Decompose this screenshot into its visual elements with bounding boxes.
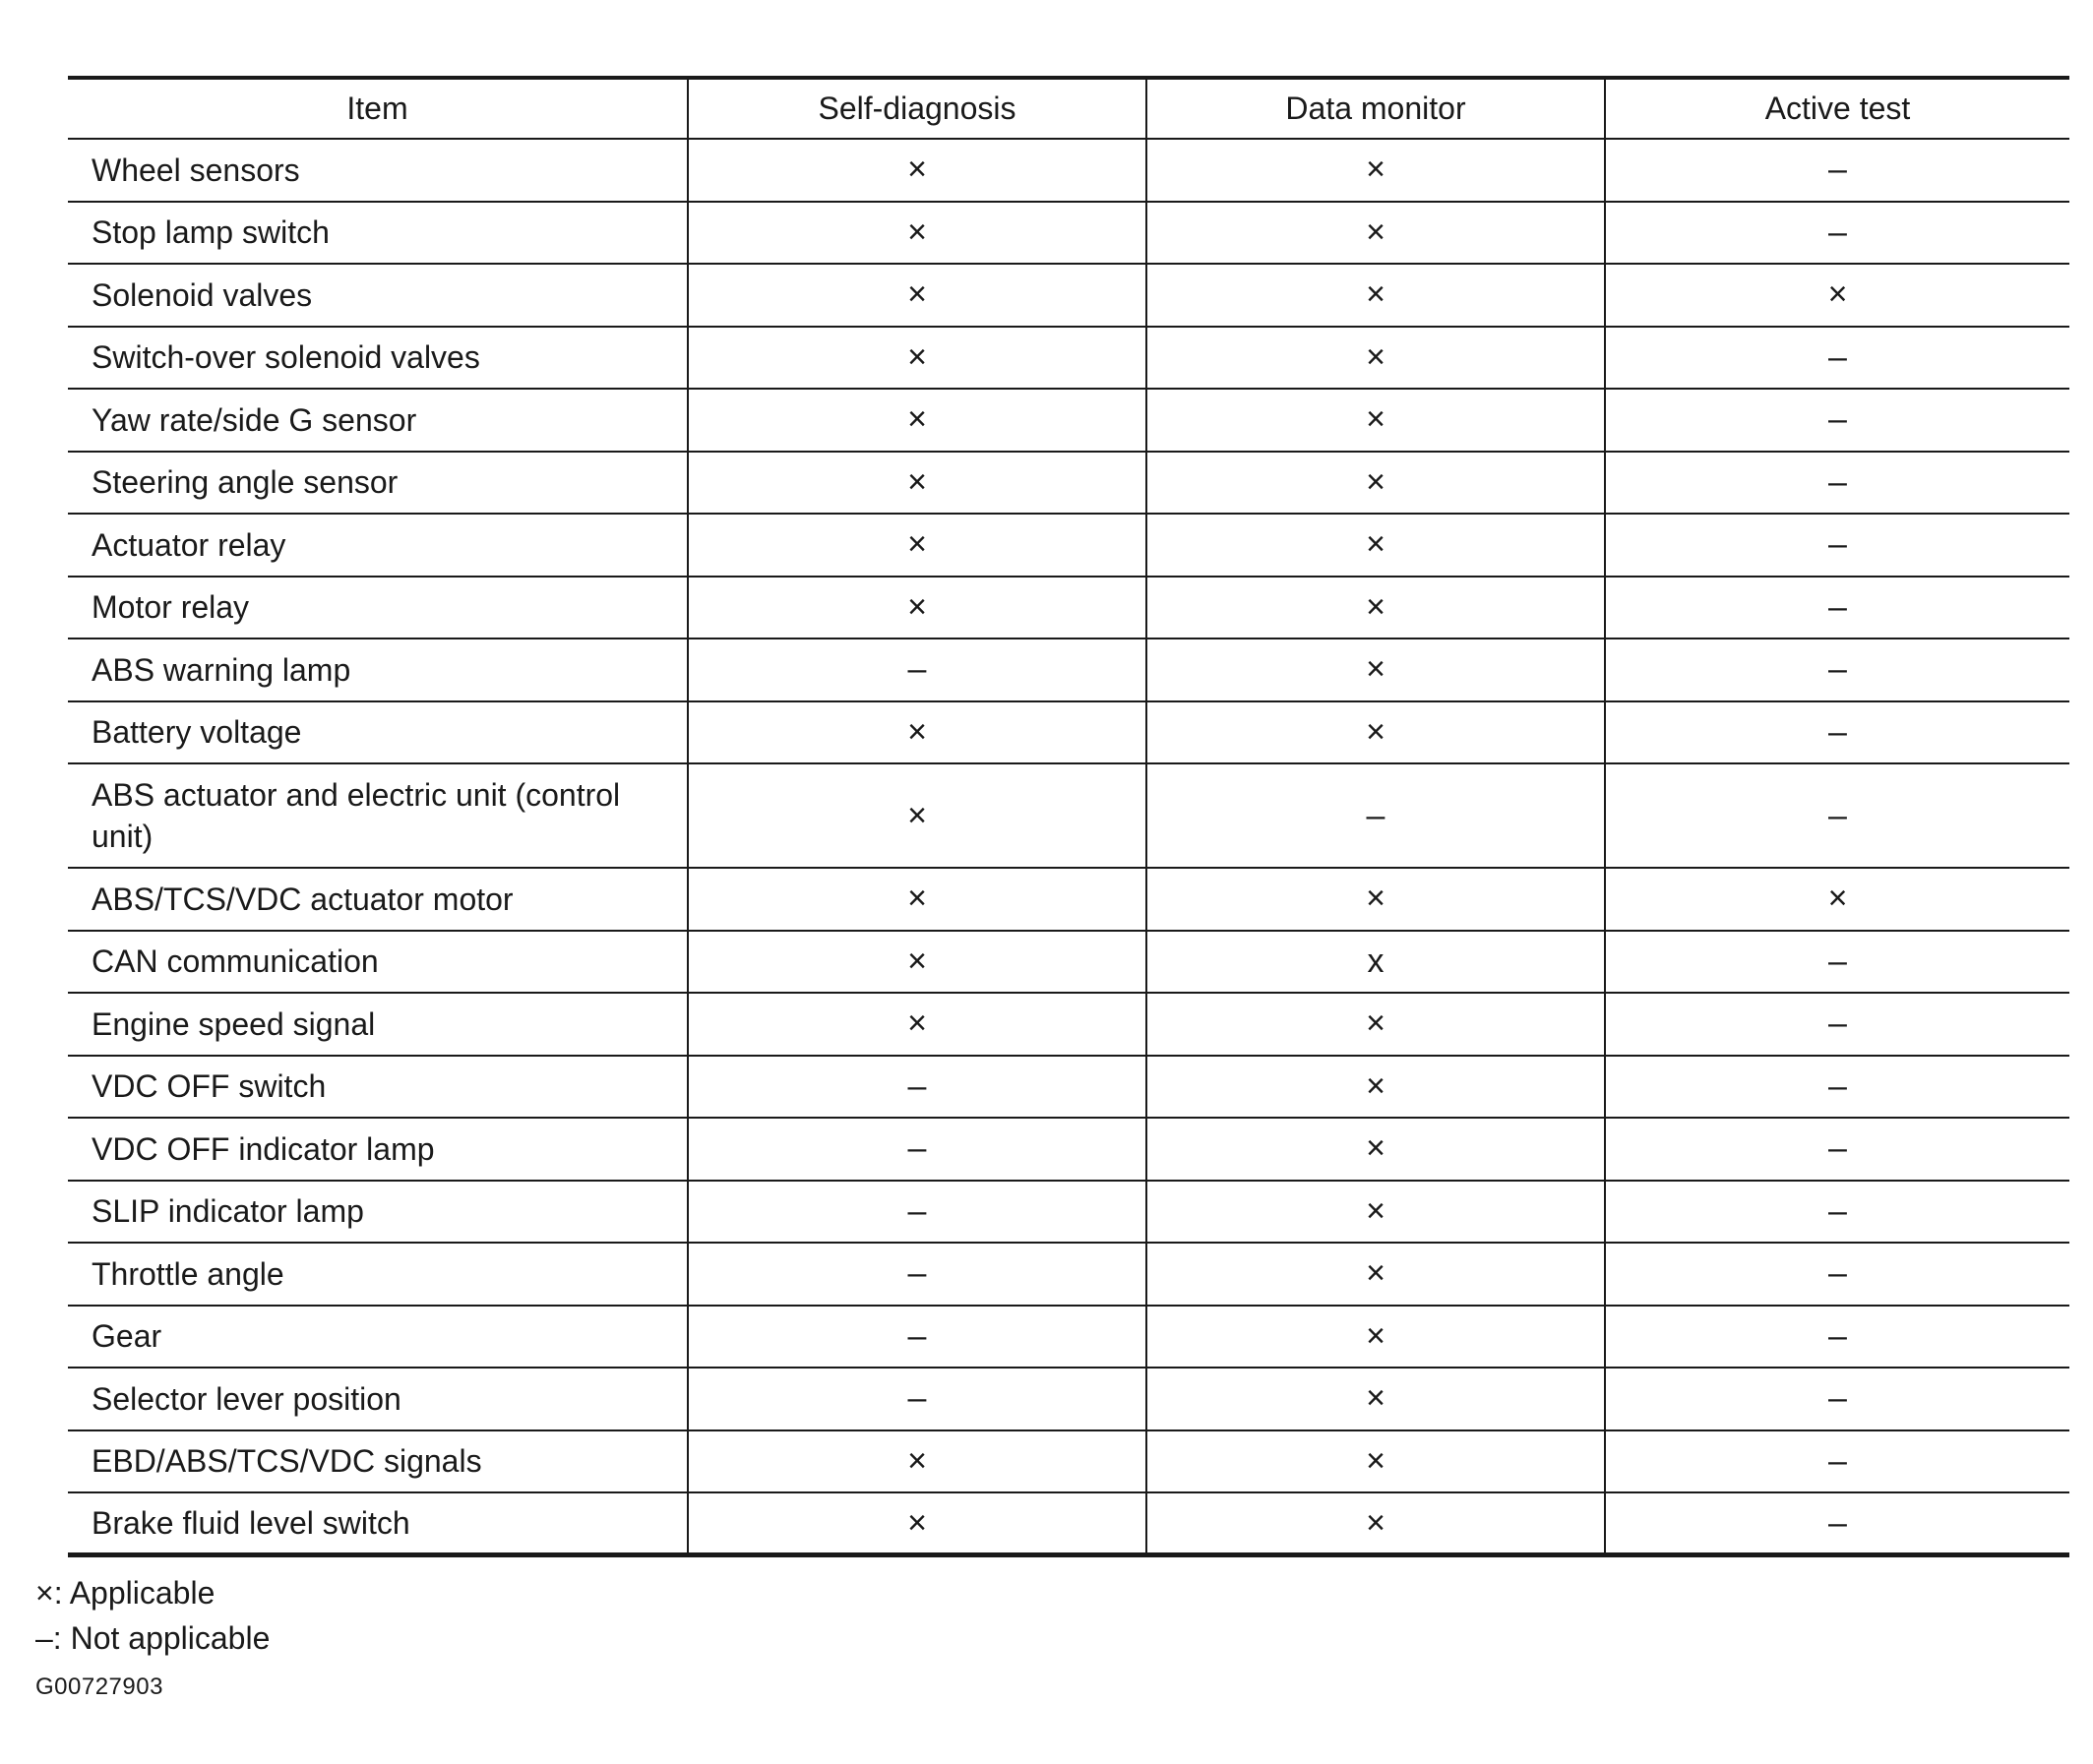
- table-body: [68, 139, 2069, 1555]
- table-row: [68, 1118, 2069, 1181]
- table-row: [68, 139, 2069, 202]
- cell-self-diagnosis: ×: [688, 577, 1146, 639]
- legend-applicable: ×: Applicable: [35, 1575, 215, 1611]
- cell-self-diagnosis: ×: [688, 1430, 1146, 1493]
- table-row: [68, 1243, 2069, 1306]
- table-row: [68, 327, 2069, 390]
- cell-data-monitor: ×: [1146, 389, 1605, 452]
- cell-self-diagnosis: ×: [688, 868, 1146, 931]
- cell-item: Engine speed signal: [68, 993, 688, 1056]
- cell-data-monitor: ×: [1146, 1430, 1605, 1493]
- cell-data-monitor: ×: [1146, 701, 1605, 764]
- cell-item: ABS actuator and electric unit (control unit): [68, 763, 688, 868]
- cell-item: Actuator relay: [68, 514, 688, 577]
- cell-data-monitor: ×: [1146, 1056, 1605, 1119]
- table-row: [68, 264, 2069, 327]
- cell-active-test: –: [1605, 1056, 2069, 1119]
- cell-item: ABS warning lamp: [68, 639, 688, 701]
- cell-data-monitor: ×: [1146, 868, 1605, 931]
- cell-self-diagnosis: ×: [688, 452, 1146, 515]
- cell-self-diagnosis: ×: [688, 701, 1146, 764]
- cell-active-test: –: [1605, 763, 2069, 868]
- cell-active-test: ×: [1605, 868, 2069, 931]
- cell-data-monitor: ×: [1146, 639, 1605, 701]
- cell-active-test: –: [1605, 1306, 2069, 1369]
- diagnosis-items-table: [68, 76, 2069, 1557]
- cell-item: Motor relay: [68, 577, 688, 639]
- cell-self-diagnosis: ×: [688, 264, 1146, 327]
- cell-self-diagnosis: ×: [688, 993, 1146, 1056]
- cell-self-diagnosis: –: [688, 1181, 1146, 1244]
- cell-item: Battery voltage: [68, 701, 688, 764]
- table-row: [68, 452, 2069, 515]
- cell-active-test: –: [1605, 514, 2069, 577]
- column-header-active-test: Active test: [1605, 78, 2069, 139]
- cell-item: CAN communication: [68, 931, 688, 994]
- cell-self-diagnosis: ×: [688, 931, 1146, 994]
- cell-data-monitor: ×: [1146, 1181, 1605, 1244]
- header-row: [68, 78, 2069, 139]
- table-row: [68, 1056, 2069, 1119]
- cell-self-diagnosis: –: [688, 1368, 1146, 1430]
- cell-item: Yaw rate/side G sensor: [68, 389, 688, 452]
- cell-self-diagnosis: –: [688, 1056, 1146, 1119]
- cell-active-test: –: [1605, 1118, 2069, 1181]
- table-row: [68, 1492, 2069, 1555]
- cell-item: Solenoid valves: [68, 264, 688, 327]
- cell-item: Throttle angle: [68, 1243, 688, 1306]
- cell-self-diagnosis: ×: [688, 763, 1146, 868]
- cell-data-monitor: x: [1146, 931, 1605, 994]
- cell-active-test: –: [1605, 327, 2069, 390]
- table-row: [68, 763, 2069, 868]
- cell-data-monitor: ×: [1146, 1368, 1605, 1430]
- table-row: [68, 1430, 2069, 1493]
- cell-active-test: –: [1605, 1181, 2069, 1244]
- column-header-self-diagnosis: Self-diagnosis: [688, 78, 1146, 139]
- cell-active-test: –: [1605, 202, 2069, 265]
- table-row: [68, 639, 2069, 701]
- cell-active-test: ×: [1605, 264, 2069, 327]
- table-row: [68, 202, 2069, 265]
- table-row: [68, 514, 2069, 577]
- cell-active-test: –: [1605, 639, 2069, 701]
- cell-self-diagnosis: –: [688, 1118, 1146, 1181]
- cell-data-monitor: ×: [1146, 577, 1605, 639]
- column-header-data-monitor: Data monitor: [1146, 78, 1605, 139]
- cell-self-diagnosis: ×: [688, 327, 1146, 390]
- cell-item: ABS/TCS/VDC actuator motor: [68, 868, 688, 931]
- cell-data-monitor: ×: [1146, 993, 1605, 1056]
- table-row: [68, 993, 2069, 1056]
- cell-data-monitor: ×: [1146, 1118, 1605, 1181]
- cell-item: Selector lever position: [68, 1368, 688, 1430]
- table-row: [68, 931, 2069, 994]
- table-row: [68, 1181, 2069, 1244]
- cell-data-monitor: ×: [1146, 452, 1605, 515]
- cell-item: Stop lamp switch: [68, 202, 688, 265]
- cell-self-diagnosis: ×: [688, 389, 1146, 452]
- cell-data-monitor: ×: [1146, 514, 1605, 577]
- cell-data-monitor: ×: [1146, 264, 1605, 327]
- cell-active-test: –: [1605, 1368, 2069, 1430]
- table-row: [68, 577, 2069, 639]
- cell-item: Steering angle sensor: [68, 452, 688, 515]
- cell-active-test: –: [1605, 931, 2069, 994]
- cell-active-test: –: [1605, 1492, 2069, 1555]
- cell-item: Brake fluid level switch: [68, 1492, 688, 1555]
- cell-data-monitor: ×: [1146, 202, 1605, 265]
- cell-active-test: –: [1605, 389, 2069, 452]
- cell-item: SLIP indicator lamp: [68, 1181, 688, 1244]
- cell-item: Switch-over solenoid valves: [68, 327, 688, 390]
- column-header-item: Item: [68, 78, 688, 139]
- table-row: [68, 1306, 2069, 1369]
- cell-self-diagnosis: –: [688, 1243, 1146, 1306]
- table-row: [68, 1368, 2069, 1430]
- table-row: [68, 701, 2069, 764]
- cell-active-test: –: [1605, 1430, 2069, 1493]
- cell-self-diagnosis: –: [688, 639, 1146, 701]
- legend-not-applicable: –: Not applicable: [35, 1620, 271, 1656]
- cell-self-diagnosis: ×: [688, 139, 1146, 202]
- cell-active-test: –: [1605, 577, 2069, 639]
- figure-code: G00727903: [35, 1673, 163, 1700]
- table-header: [68, 78, 2069, 139]
- cell-self-diagnosis: –: [688, 1306, 1146, 1369]
- cell-data-monitor: –: [1146, 763, 1605, 868]
- cell-item: EBD/ABS/TCS/VDC signals: [68, 1430, 688, 1493]
- cell-active-test: –: [1605, 993, 2069, 1056]
- cell-self-diagnosis: ×: [688, 514, 1146, 577]
- cell-data-monitor: ×: [1146, 1306, 1605, 1369]
- table-row: [68, 389, 2069, 452]
- cell-data-monitor: ×: [1146, 327, 1605, 390]
- cell-data-monitor: ×: [1146, 1492, 1605, 1555]
- cell-active-test: –: [1605, 701, 2069, 764]
- legend: [35, 1570, 270, 1661]
- cell-data-monitor: ×: [1146, 1243, 1605, 1306]
- cell-item: Wheel sensors: [68, 139, 688, 202]
- table-row: [68, 868, 2069, 931]
- cell-item: VDC OFF switch: [68, 1056, 688, 1119]
- cell-active-test: –: [1605, 1243, 2069, 1306]
- cell-self-diagnosis: ×: [688, 202, 1146, 265]
- cell-active-test: –: [1605, 139, 2069, 202]
- cell-active-test: –: [1605, 452, 2069, 515]
- cell-self-diagnosis: ×: [688, 1492, 1146, 1555]
- cell-data-monitor: ×: [1146, 139, 1605, 202]
- cell-item: Gear: [68, 1306, 688, 1369]
- cell-item: VDC OFF indicator lamp: [68, 1118, 688, 1181]
